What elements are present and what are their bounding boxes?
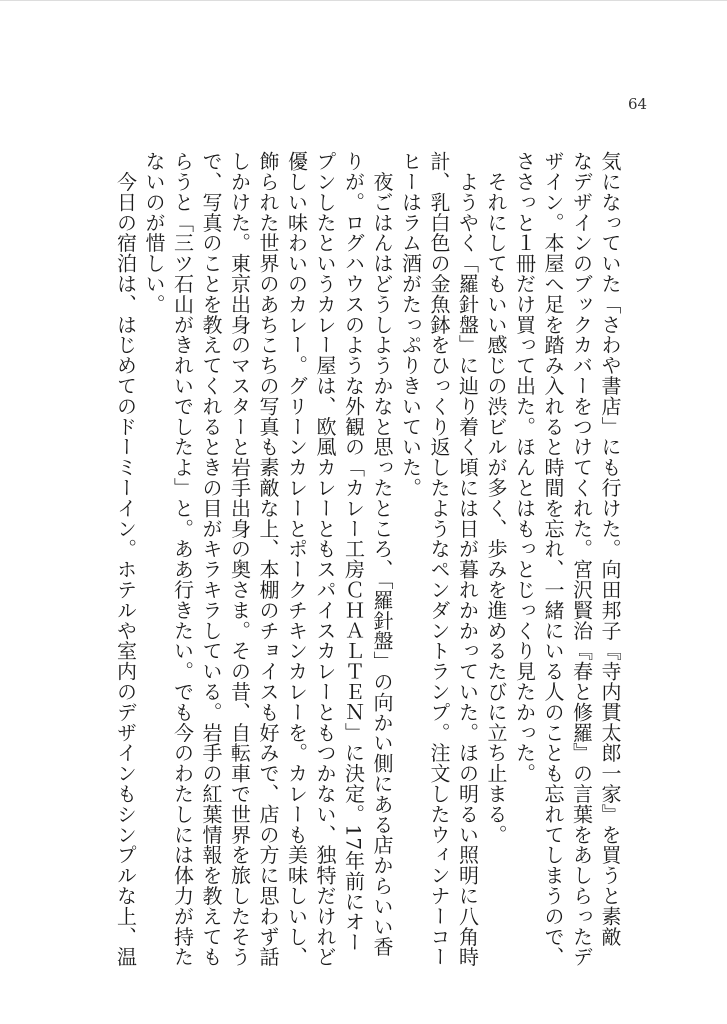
body-text	[110, 151, 624, 967]
text-line: それにしてもいい感じの渋ビルが多く、歩みを進めるたびに立ち止まる。	[484, 151, 508, 845]
text-line: しかけた。東京出身のマスターと岩手出身の奥さま。その昔、自転車で世界を旅したそう	[227, 151, 252, 967]
text-line: らうと「三ツ石山がきれいでしたよ」と。ああ行きたい。でも今のわたしには体力が持た	[170, 151, 195, 967]
text-line: 優しい味わいのカレー。グリーンカレーとポークチキンカレーを。カレーも美味しいし、	[284, 151, 309, 967]
text-line: 飾られた世界のあちこちの写真も素敵な上、本棚のチョイスも好みで、店の方に思わず話	[256, 151, 280, 967]
text-line: で、写真のことを教えてくれるときの目がキラキラしている。岩手の紅葉情報を教えても	[199, 151, 223, 967]
text-line: ヒーはラム酒がたっぷりきいていた。	[398, 151, 423, 498]
text-line: ようやく「羅針盤」に辿り着く頃には日が暮れかかっていた。ほの明るい照明に八角時	[455, 151, 480, 967]
text-line: りが。ログハウスのような外観の「カレー工房ＣＨＡＬＴＥＮ」に決定。17年前にオー	[341, 151, 366, 953]
text-line: ザイン。本屋へ足を踏み入れると時間を忘れ、一緒にいる人のことも忘れてしまうので、	[541, 151, 565, 967]
text-line: ささっと１冊だけ買って出た。ほんとはもっとじっくり見たかった。	[512, 151, 537, 784]
text-line: 夜ごはんはどうしようかなと思ったところ、「羅針盤」の向かい側にある店からいい香	[370, 151, 394, 957]
text-line: ないのが惜しい。	[142, 151, 166, 315]
text-line: なデザインのブックカバーをつけてくれた。宮沢賢治『春と修羅』の言葉をあしらったデ	[569, 151, 594, 967]
text-line: 計、乳白色の金魚鉢をひっくり返したようなペンダントランプ。注文したウィンナーコー	[427, 151, 451, 967]
page-number: 64	[628, 95, 648, 113]
text-line: 今日の宿泊は、はじめてのドーミーイン。ホテルや室内のデザインもシンプルな上、温	[113, 151, 138, 967]
text-line: プンしたというカレー屋は、欧風カレーともスパイスカレーともつかない、独特だけれど	[313, 151, 337, 967]
text-line: 気になっていた「さわや書店」にも行けた。向田邦子『寺内貫太郎一家』を買うと素敵	[598, 151, 622, 947]
